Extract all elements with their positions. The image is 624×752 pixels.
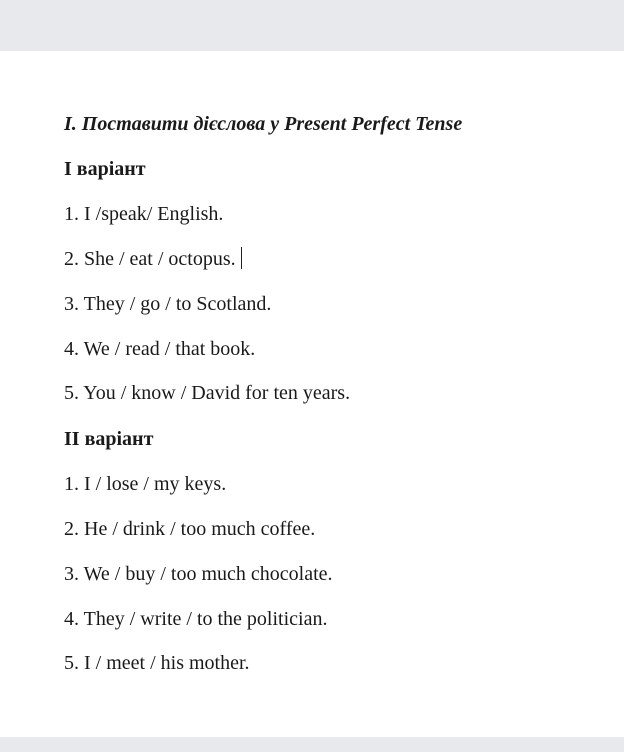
variant-1-item-2-row <box>64 247 242 271</box>
variant-2-item-3: 3. We / buy / too much chocolate. <box>64 563 333 585</box>
variant-2-item-4: 4. They / write / to the politician. <box>64 608 328 630</box>
variant-2-item-5: 5. I / meet / his mother. <box>64 652 250 674</box>
variant-2-item-1: 1. I / lose / my keys. <box>64 473 227 495</box>
variant-2-title: II варіант <box>64 428 154 450</box>
variant-1-item-4: 4. We / read / that book. <box>64 338 256 360</box>
variant-1-item-2: 2. She / eat / octopus. <box>64 248 236 270</box>
bottom-status-area <box>0 737 624 752</box>
variant-2-item-2: 2. He / drink / too much coffee. <box>64 518 316 540</box>
document-page[interactable] <box>0 51 624 737</box>
exercise-heading: I. Поставити дієслова у Present Perfect Tense <box>64 113 463 135</box>
variant-1-item-1: 1. I /speak/ English. <box>64 203 224 225</box>
text-cursor <box>241 247 242 269</box>
variant-1-item-5: 5. You / know / David for ten years. <box>64 382 351 404</box>
variant-1-item-3: 3. They / go / to Scotland. <box>64 293 272 315</box>
top-toolbar-area <box>0 0 624 51</box>
variant-1-title: I варіант <box>64 158 146 180</box>
